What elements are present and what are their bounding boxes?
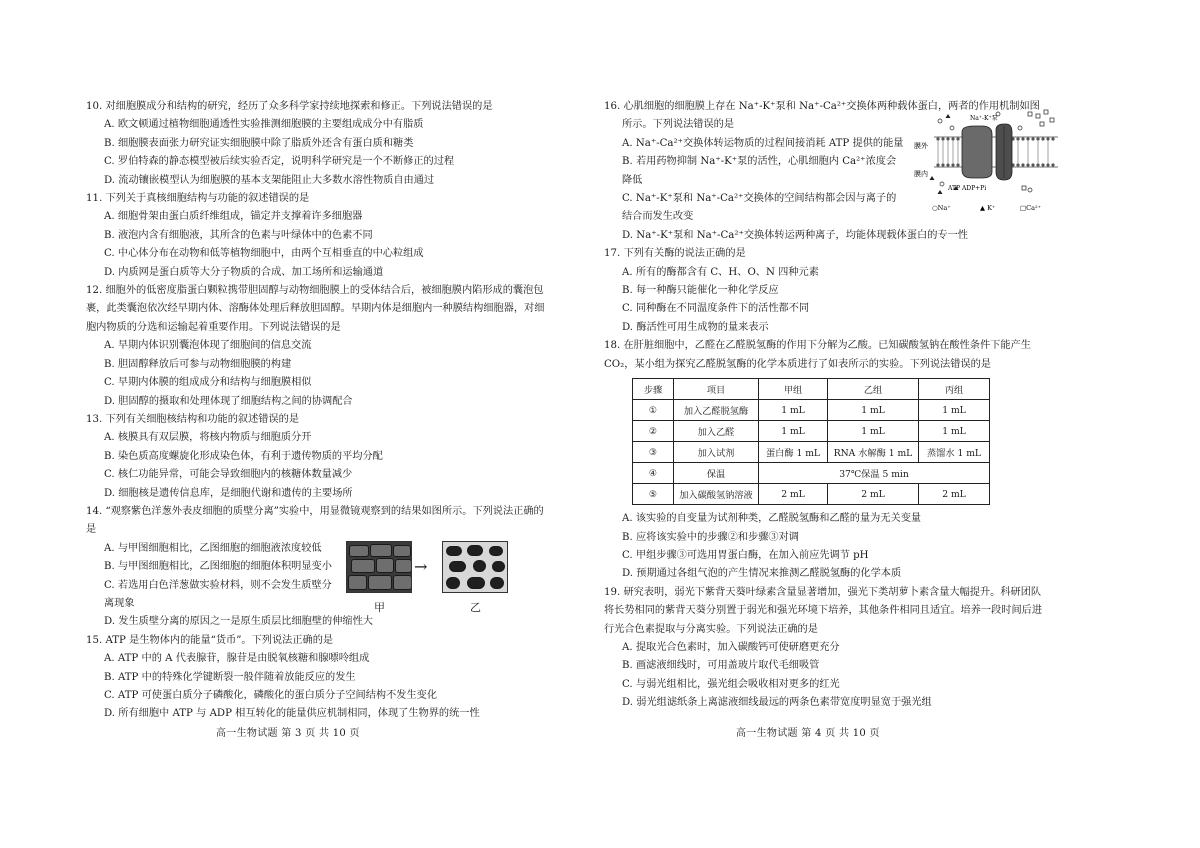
right-column (604, 98, 1044, 713)
question-stem: 16. 心肌细胞的细胞膜上存在 Na⁺-K⁺泵和 Na⁺-Ca²⁺交换体两种载体蛋白，两者的作用机制如图 (604, 101, 1040, 112)
table-cell: 1 mL (828, 400, 919, 421)
option-b: B. 画滤液细线时，可用盖玻片取代毛细吸管 (622, 660, 820, 672)
table-header-row (633, 379, 990, 400)
experiment-table (632, 378, 990, 505)
na-k-pump (962, 126, 992, 178)
table-cell: 1 mL (919, 421, 990, 442)
question-stem: 12. 细胞外的低密度脂蛋白颗粒携带胆固醇与动物细胞膜上的受体结合后，被细胞膜内陷形成的囊泡包裹，此类囊泡依次经早期内体、溶酶体处理后释放胆固醇。早期内体是细胞内一种膜结构细胞器，对细胞内物质的分选和运输起着重要作用。下列说法错误的是 (86, 285, 545, 333)
table-row (633, 421, 990, 442)
option-a: A. 该实验的自变量为试剂种类，乙醛脱氢酶和乙醛的量为无关变量 (622, 513, 922, 525)
pump-label: Na⁺-K⁺泵 (970, 115, 998, 122)
table-cell: 2 mL (759, 484, 828, 505)
question-stem: 13. 下列有关细胞核结构和功能的叙述错误的是 (86, 413, 300, 425)
option-d: D. 流动镶嵌模型认为细胞膜的基本支架能阻止大多数水溶性物质自由通过 (104, 174, 435, 186)
option-c: C. 若选用白色洋葱做实验材料，则不会发生质壁分离现象 (104, 579, 332, 609)
option-a: A. ATP 中的 A 代表腺苷，腺苷是由脱氧核糖和腺嘌呤组成 (104, 653, 370, 665)
table-header: 丙组 (919, 379, 990, 400)
left-column (86, 98, 546, 724)
question-stem: 10. 对细胞膜成分和结构的研究，经历了众多科学家持续地探索和修正。下列说法错误的是 (86, 101, 493, 112)
table-cell: ② (633, 421, 674, 442)
table-cell: 2 mL (919, 484, 990, 505)
arrow-right-icon: → (414, 556, 428, 576)
table-row (633, 484, 990, 505)
option-b: B. 与甲图细胞相比，乙图细胞的细胞体积明显变小 (104, 561, 332, 573)
table-cell: 保温 (674, 463, 759, 484)
question-18 (604, 337, 1044, 583)
option-b: B. 液泡内含有细胞液，其所含的色素与叶绿体中的色素不同 (104, 229, 373, 241)
option-a: A. 细胞骨架由蛋白质纤维组成，锚定并支撑着许多细胞器 (104, 211, 363, 223)
question-stem: 17. 下列有关酶的说法正确的是 (604, 248, 746, 260)
question-17 (604, 245, 1044, 337)
figure-label-jia: 甲 (374, 600, 385, 614)
table-header: 步骤 (633, 379, 674, 400)
table-cell: ③ (633, 442, 674, 463)
table-cell: 蛋白酶 1 mL (759, 442, 828, 463)
option-b: B. ATP 中的特殊化学键断裂一般伴随着放能反应的发生 (104, 671, 356, 683)
table-cell: 2 mL (828, 484, 919, 505)
legend-ca: □Ca²⁺ (1020, 204, 1042, 212)
question-stem: 19. 研究表明，弱光下紫背天葵叶绿素含量显著增加，强光下类胡萝卜素含量大幅提升。科研团队将长势相同的紫背天葵分别置于弱光和强光环境下培养，其他条件相同且适宜。培养一段时间后进行光合色素提取与分离实验。下列说法正确的是 (604, 586, 1043, 635)
table-header: 甲组 (759, 379, 828, 400)
option-d: D. 所有细胞中 ATP 与 ADP 相互转化的能量供应机制相同，体现了生物界的统一性 (104, 708, 480, 720)
question-10 (86, 98, 546, 190)
option-d: D. 酶活性可用生成物的量来表示 (622, 321, 769, 333)
question-12 (86, 282, 546, 411)
question-16 (604, 98, 1044, 245)
question-stem: 18. 在肝脏细胞中，乙醛在乙醛脱氢酶的作用下分解为乙酸。已知碳酸氢钠在酸性条件下能产生 CO₂，某小组为探究乙醛脱氢酶的化学本质进行了如表所示的实验。下列说法错误的是 (604, 340, 1031, 370)
option-b: B. 染色质高度螺旋化形成染色体，有利于遗传物质的平均分配 (104, 450, 383, 462)
question-19 (604, 584, 1044, 713)
option-c: C. Na⁺-K⁺泵和 Na⁺-Ca²⁺交换体的空间结构都会因与离子的结合而发生改变 (622, 193, 897, 223)
table-cell: 加入试剂 (674, 442, 759, 463)
question-11 (86, 190, 546, 282)
legend-k: ▲ K⁺ (980, 204, 996, 212)
page-footer-right: 高一生物试题 第 4 页 共 10 页 (736, 728, 880, 739)
option-b: B. 胆固醇释放后可参与动物细胞膜的构建 (104, 358, 292, 370)
table-row (633, 442, 990, 463)
option-a: A. 核膜具有双层膜，将核内物质与细胞质分开 (104, 432, 312, 444)
table-cell: 1 mL (828, 421, 919, 442)
option-c: C. 甲组步骤③可选用胃蛋白酶，在加入前应先调节 pH (622, 549, 869, 561)
table-cell: 1 mL (919, 400, 990, 421)
membrane-transport-figure (912, 106, 1060, 216)
table-cell: ① (633, 400, 674, 421)
page-footer-left: 高一生物试题 第 3 页 共 10 页 (216, 728, 360, 739)
table-cell: 加入乙醛 (674, 421, 759, 442)
option-c: C. 核仁功能异常，可能会导致细胞内的核糖体数量减少 (104, 469, 353, 481)
options-wrap (86, 540, 336, 614)
options-wrap (604, 135, 904, 227)
option-c: C. 罗伯特森的静态模型被后续实验否定，说明科学研究是一个不断修正的过程 (104, 156, 455, 168)
table-wrap (604, 374, 1044, 510)
option-a: A. 所有的酶都含有 C、H、O、N 四种元素 (622, 266, 819, 278)
table-cell: ④ (633, 463, 674, 484)
inside-label: 膜内 (914, 170, 928, 178)
question-stem: 15. ATP 是生物体内的能量“货币”。下列说法正确的是 (86, 634, 334, 646)
option-d: D. 胆固醇的摄取和处理体现了细胞结构之间的协调配合 (104, 395, 353, 407)
option-d: D. 弱光组滤纸条上离滤液细线最远的两条色素带宽度明显宽于强光组 (622, 697, 932, 709)
micrograph-yi (442, 541, 508, 593)
option-a: A. 早期内体识别囊泡体现了细胞间的信息交流 (104, 340, 312, 352)
option-c: C. 同种酶在不同温度条件下的活性都不同 (622, 303, 810, 315)
option-d: D. 细胞核是遗传信息库，是细胞代谢和遗传的主要场所 (104, 487, 353, 499)
option-a: A. Na⁺-Ca²⁺交换体转运物质的过程间接消耗 ATP 提供的能量 (622, 137, 904, 149)
option-c: C. 与弱光组相比，强光组会吸收相对更多的红光 (622, 678, 840, 690)
option-a: A. 欧文顿通过植物细胞通透性实验推测细胞膜的主要组成成分中有脂质 (104, 119, 424, 131)
option-b: B. 每一种酶只能催化一种化学反应 (622, 285, 779, 297)
table-cell: 加入碳酸氢钠溶液 (674, 484, 759, 505)
option-b: B. 细胞膜表面张力研究证实细胞膜中除了脂质外还含有蛋白质和糖类 (104, 137, 414, 149)
outside-label: 膜外 (914, 142, 928, 150)
question-14 (86, 503, 546, 632)
table-cell: 37℃保温 5 min (759, 463, 990, 484)
legend-na: ○Na⁺ (932, 204, 951, 212)
table-cell: RNA 水解酶 1 mL (828, 442, 919, 463)
table-cell: 1 mL (759, 400, 828, 421)
option-d: D. 内质网是蛋白质等大分子物质的合成、加工场所和运输通道 (104, 266, 384, 278)
question-13 (86, 411, 546, 503)
table-cell: 加入乙醛脱氢酶 (674, 400, 759, 421)
option-a: A. 提取光合色素时，加入碳酸钙可使研磨更充分 (622, 641, 840, 653)
micrograph-jia (346, 541, 412, 593)
question-stem: 11. 下列关于真核细胞结构与功能的叙述错误的是 (86, 193, 310, 205)
plasmolysis-figure (346, 541, 526, 631)
option-d: D. 预期通过各组气泡的产生情况来推测乙醛脱氢酶的化学本质 (622, 568, 902, 580)
option-d: D. Na⁺-K⁺泵和 Na⁺-Ca²⁺交换体转运两种离子，均能体现载体蛋白的专一性 (622, 229, 968, 241)
table-cell: 蒸馏水 1 mL (919, 442, 990, 463)
option-d: D. 发生质壁分离的原因之一是原生质层比细胞壁的伸缩性大 (104, 616, 373, 628)
table-row (633, 463, 990, 484)
table-cell: 1 mL (759, 421, 828, 442)
table-cell: ⑤ (633, 484, 674, 505)
option-c: C. 早期内体膜的组成成分和结构与细胞膜相似 (104, 377, 312, 389)
table-header: 乙组 (828, 379, 919, 400)
option-b: B. 若用药物抑制 Na⁺-K⁺泵的活性，心肌细胞内 Ca²⁺浓度会降低 (622, 156, 897, 186)
option-b: B. 应将该实验中的步骤②和步骤③对调 (622, 531, 799, 543)
atp-label: ATP ADP+Pi (948, 185, 987, 192)
table-header: 项目 (674, 379, 759, 400)
table-row (633, 400, 990, 421)
figure-label-yi: 乙 (470, 600, 481, 614)
option-a: A. 与甲图细胞相比，乙图细胞的细胞液浓度较低 (104, 542, 322, 554)
question-stem: 14. “观察紫色洋葱外表皮细胞的质壁分离”实验中，用显微镜观察到的结果如图所示。下列说法正确的是 (86, 505, 544, 536)
question-stem-cont: 所示。下列说法错误的是 (622, 119, 735, 131)
option-c: C. 中心体分布在动物和低等植物细胞中，由两个互相垂直的中心粒组成 (104, 248, 424, 260)
question-15 (86, 632, 546, 724)
option-c: C. ATP 可使蛋白质分子磷酸化，磷酸化的蛋白质分子空间结构不发生变化 (104, 690, 438, 701)
